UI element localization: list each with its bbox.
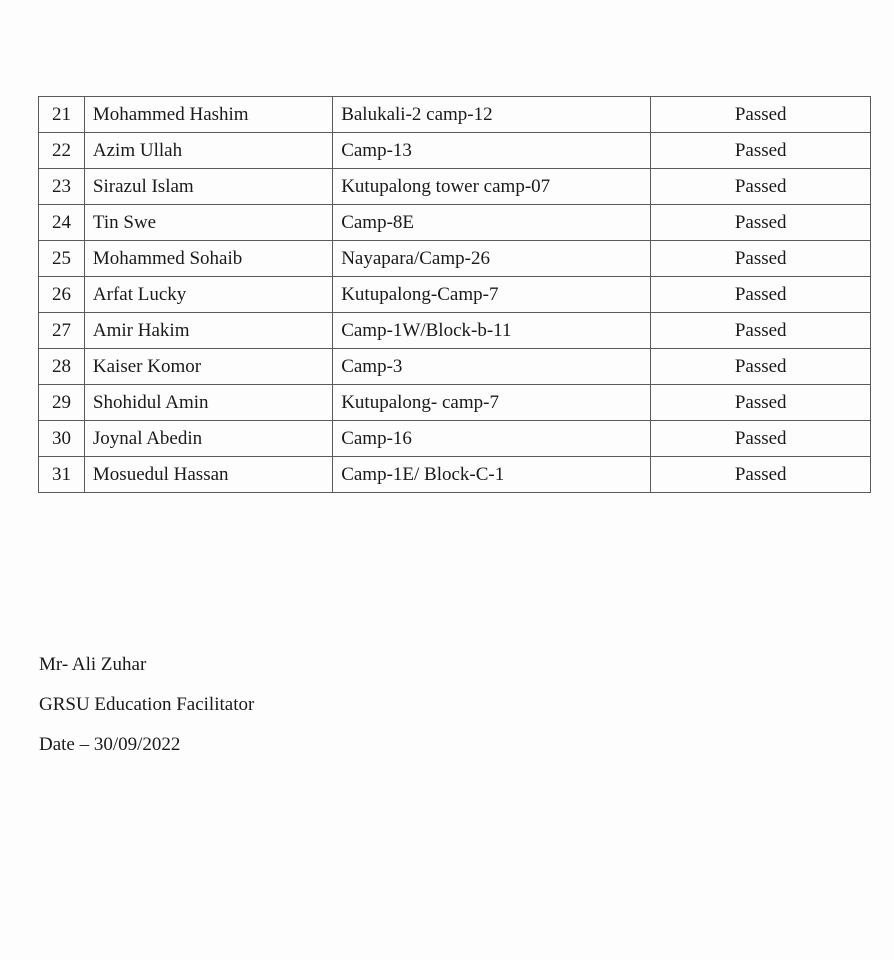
camp-location: Camp-3	[333, 349, 651, 385]
student-name: Mohammed Sohaib	[84, 241, 332, 277]
student-name: Amir Hakim	[84, 313, 332, 349]
row-number: 30	[39, 421, 85, 457]
row-number: 23	[39, 169, 85, 205]
signatory-role: GRSU Education Facilitator	[39, 694, 255, 715]
row-number: 31	[39, 457, 85, 493]
table-row	[39, 205, 871, 241]
result-status: Passed	[651, 277, 871, 313]
signature-block	[39, 645, 254, 765]
camp-location: Camp-1E/ Block-C-1	[333, 457, 651, 493]
student-name: Kaiser Komor	[84, 349, 332, 385]
student-name: Sirazul Islam	[84, 169, 332, 205]
camp-location: Balukali-2 camp-12	[333, 97, 651, 133]
table-row	[39, 97, 871, 133]
result-status: Passed	[651, 313, 871, 349]
camp-location: Kutupalong-Camp-7	[333, 277, 651, 313]
result-status: Passed	[651, 97, 871, 133]
row-number: 26	[39, 277, 85, 313]
student-name: Arfat Lucky	[84, 277, 332, 313]
result-status: Passed	[651, 349, 871, 385]
table-row	[39, 457, 871, 493]
result-status: Passed	[651, 457, 871, 493]
row-number: 21	[39, 97, 85, 133]
camp-location: Nayapara/Camp-26	[333, 241, 651, 277]
camp-location: Camp-16	[333, 421, 651, 457]
student-name: Tin Swe	[84, 205, 332, 241]
camp-location: Camp-1W/Block-b-11	[333, 313, 651, 349]
student-name: Azim Ullah	[84, 133, 332, 169]
student-name: Mosuedul Hassan	[84, 457, 332, 493]
result-status: Passed	[651, 205, 871, 241]
results-table-body	[39, 97, 871, 493]
table-row	[39, 421, 871, 457]
row-number: 22	[39, 133, 85, 169]
table-row	[39, 277, 871, 313]
camp-location: Camp-8E	[333, 205, 651, 241]
camp-location: Camp-13	[333, 133, 651, 169]
table-row	[39, 169, 871, 205]
result-status: Passed	[651, 421, 871, 457]
result-status: Passed	[651, 385, 871, 421]
row-number: 29	[39, 385, 85, 421]
student-name: Shohidul Amin	[84, 385, 332, 421]
row-number: 25	[39, 241, 85, 277]
student-name: Mohammed Hashim	[84, 97, 332, 133]
row-number: 27	[39, 313, 85, 349]
table-row	[39, 385, 871, 421]
result-status: Passed	[651, 133, 871, 169]
table-row	[39, 313, 871, 349]
results-table	[38, 96, 871, 493]
table-row	[39, 133, 871, 169]
signature-date: Date – 30/09/2022	[39, 734, 181, 755]
result-status: Passed	[651, 241, 871, 277]
result-status: Passed	[651, 169, 871, 205]
table-row	[39, 241, 871, 277]
student-name: Joynal Abedin	[84, 421, 332, 457]
signatory-name: Mr- Ali Zuhar	[39, 654, 147, 675]
row-number: 24	[39, 205, 85, 241]
row-number: 28	[39, 349, 85, 385]
table-row	[39, 349, 871, 385]
camp-location: Kutupalong tower camp-07	[333, 169, 651, 205]
camp-location: Kutupalong- camp-7	[333, 385, 651, 421]
